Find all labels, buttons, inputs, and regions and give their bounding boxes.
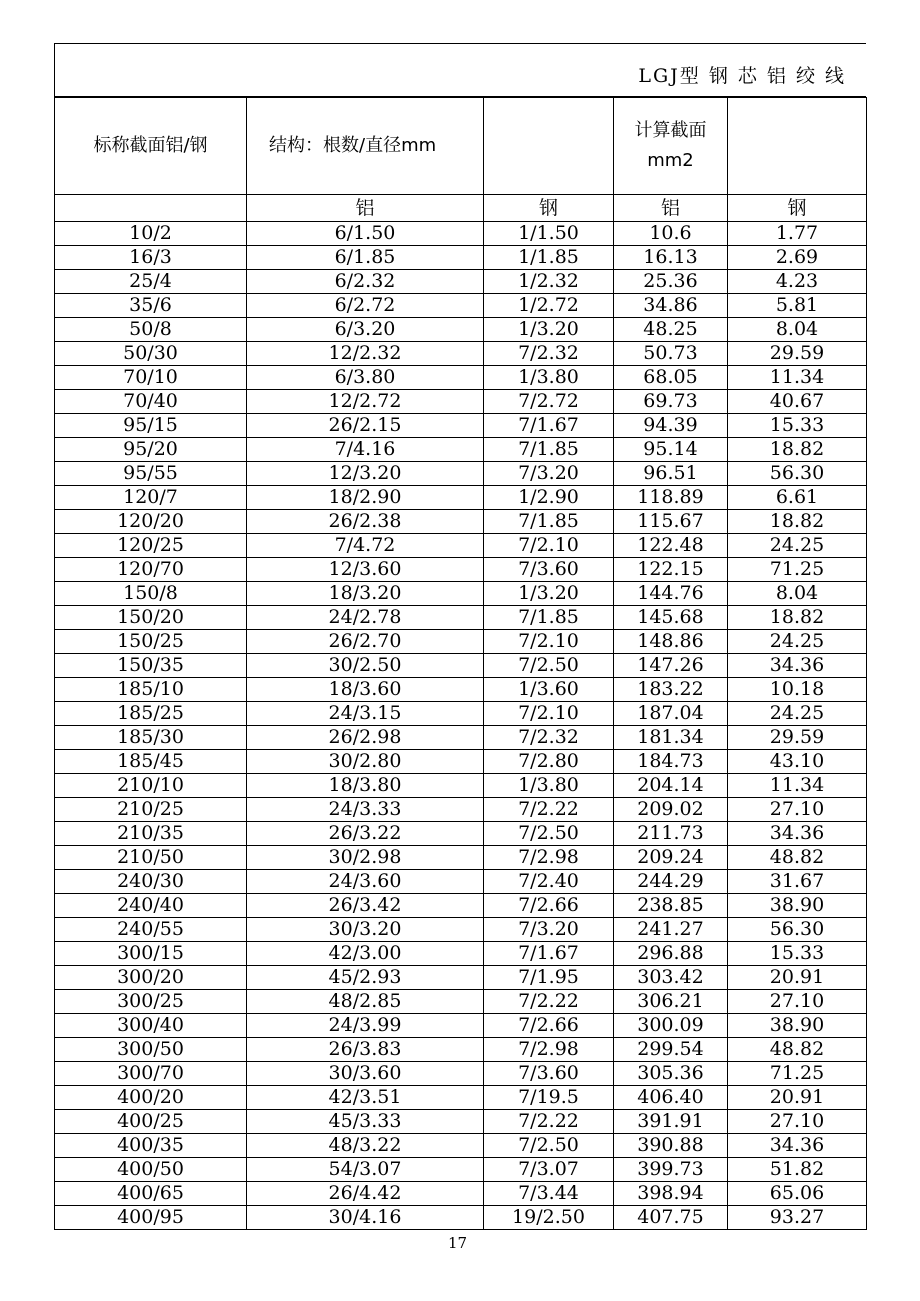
cell-al-structure: 6/3.20 xyxy=(247,318,484,342)
cell-st-area: 18.82 xyxy=(728,606,867,630)
cell-nominal: 150/20 xyxy=(55,606,247,630)
cell-nominal: 400/65 xyxy=(55,1182,247,1206)
table-row xyxy=(55,222,867,246)
sheet-title: LGJ型 钢 芯 铝 绞 线 xyxy=(638,65,846,87)
cell-st-area: 18.82 xyxy=(728,510,867,534)
table-row xyxy=(55,390,867,414)
cell-nominal: 400/25 xyxy=(55,1110,247,1134)
cell-st-area: 24.25 xyxy=(728,702,867,726)
subheader-al-area: 铝 xyxy=(614,195,728,222)
cell-st-area: 93.27 xyxy=(728,1206,867,1230)
cell-st-structure: 7/2.66 xyxy=(484,1014,614,1038)
cell-st-area: 11.34 xyxy=(728,774,867,798)
cell-st-area: 40.67 xyxy=(728,390,867,414)
cell-al-structure: 26/3.22 xyxy=(247,822,484,846)
table-row xyxy=(55,366,867,390)
cell-al-structure: 6/1.50 xyxy=(247,222,484,246)
cell-nominal: 120/25 xyxy=(55,534,247,558)
cell-nominal: 95/55 xyxy=(55,462,247,486)
cell-st-structure: 1/2.32 xyxy=(484,270,614,294)
cell-nominal: 95/20 xyxy=(55,438,247,462)
cell-st-area: 6.61 xyxy=(728,486,867,510)
cell-al-area: 122.15 xyxy=(614,558,728,582)
cell-al-structure: 30/2.80 xyxy=(247,750,484,774)
cell-nominal: 300/70 xyxy=(55,1062,247,1086)
cell-nominal: 120/70 xyxy=(55,558,247,582)
cell-nominal: 300/20 xyxy=(55,966,247,990)
cell-nominal: 70/10 xyxy=(55,366,247,390)
cell-al-structure: 18/2.90 xyxy=(247,486,484,510)
cell-al-area: 238.85 xyxy=(614,894,728,918)
subheader-al-struct: 铝 xyxy=(247,195,484,222)
cell-nominal: 50/8 xyxy=(55,318,247,342)
cell-nominal: 120/7 xyxy=(55,486,247,510)
cell-nominal: 300/15 xyxy=(55,942,247,966)
cell-st-structure: 7/1.67 xyxy=(484,942,614,966)
cell-nominal: 16/3 xyxy=(55,246,247,270)
cell-nominal: 400/20 xyxy=(55,1086,247,1110)
cell-al-structure: 26/2.15 xyxy=(247,414,484,438)
table-row xyxy=(55,726,867,750)
header-row xyxy=(55,98,867,195)
header-calc-section xyxy=(614,98,728,195)
cell-nominal: 185/25 xyxy=(55,702,247,726)
cell-al-area: 209.02 xyxy=(614,798,728,822)
table-row xyxy=(55,966,867,990)
cell-st-structure: 7/2.66 xyxy=(484,894,614,918)
conductor-table xyxy=(54,97,867,1230)
cell-st-area: 15.33 xyxy=(728,942,867,966)
cell-al-structure: 12/2.72 xyxy=(247,390,484,414)
cell-al-area: 407.75 xyxy=(614,1206,728,1230)
cell-al-area: 118.89 xyxy=(614,486,728,510)
cell-st-area: 51.82 xyxy=(728,1158,867,1182)
subheader-blank xyxy=(55,195,247,222)
cell-st-area: 20.91 xyxy=(728,966,867,990)
cell-al-area: 305.36 xyxy=(614,1062,728,1086)
cell-nominal: 210/35 xyxy=(55,822,247,846)
cell-al-area: 50.73 xyxy=(614,342,728,366)
subheader-st-area: 钢 xyxy=(728,195,867,222)
cell-al-structure: 12/3.20 xyxy=(247,462,484,486)
table-row xyxy=(55,654,867,678)
table-row xyxy=(55,1158,867,1182)
table-row xyxy=(55,606,867,630)
subheader-row xyxy=(55,195,867,222)
cell-al-structure: 30/2.50 xyxy=(247,654,484,678)
cell-al-area: 181.34 xyxy=(614,726,728,750)
cell-al-structure: 24/2.78 xyxy=(247,606,484,630)
cell-st-area: 71.25 xyxy=(728,1062,867,1086)
cell-st-area: 65.06 xyxy=(728,1182,867,1206)
cell-st-area: 71.25 xyxy=(728,558,867,582)
cell-al-structure: 6/2.32 xyxy=(247,270,484,294)
cell-al-structure: 26/4.42 xyxy=(247,1182,484,1206)
cell-al-area: 34.86 xyxy=(614,294,728,318)
cell-al-area: 145.68 xyxy=(614,606,728,630)
cell-nominal: 400/35 xyxy=(55,1134,247,1158)
table-row xyxy=(55,1110,867,1134)
cell-st-area: 34.36 xyxy=(728,1134,867,1158)
cell-st-area: 18.82 xyxy=(728,438,867,462)
cell-nominal: 150/8 xyxy=(55,582,247,606)
cell-nominal: 95/15 xyxy=(55,414,247,438)
cell-st-structure: 7/3.60 xyxy=(484,558,614,582)
title-row xyxy=(54,43,866,97)
table-row xyxy=(55,1038,867,1062)
cell-st-structure: 7/1.85 xyxy=(484,606,614,630)
cell-st-structure: 7/2.32 xyxy=(484,342,614,366)
cell-al-area: 95.14 xyxy=(614,438,728,462)
header-blank-2 xyxy=(728,98,867,195)
cell-st-structure: 1/3.20 xyxy=(484,318,614,342)
cell-st-structure: 7/2.50 xyxy=(484,654,614,678)
table-row xyxy=(55,1062,867,1086)
cell-al-area: 183.22 xyxy=(614,678,728,702)
cell-nominal: 10/2 xyxy=(55,222,247,246)
cell-st-structure: 1/3.60 xyxy=(484,678,614,702)
table-row xyxy=(55,462,867,486)
cell-al-structure: 7/4.16 xyxy=(247,438,484,462)
cell-st-structure: 7/3.20 xyxy=(484,918,614,942)
cell-st-area: 31.67 xyxy=(728,870,867,894)
table-row xyxy=(55,918,867,942)
cell-al-structure: 18/3.60 xyxy=(247,678,484,702)
cell-al-area: 391.91 xyxy=(614,1110,728,1134)
cell-al-structure: 12/3.60 xyxy=(247,558,484,582)
cell-al-area: 296.88 xyxy=(614,942,728,966)
table-row xyxy=(55,294,867,318)
cell-al-area: 25.36 xyxy=(614,270,728,294)
cell-nominal: 210/25 xyxy=(55,798,247,822)
cell-al-area: 69.73 xyxy=(614,390,728,414)
cell-al-structure: 42/3.51 xyxy=(247,1086,484,1110)
cell-al-structure: 26/2.70 xyxy=(247,630,484,654)
header-calc-unit: mm2 xyxy=(647,150,694,171)
cell-al-area: 399.73 xyxy=(614,1158,728,1182)
cell-st-structure: 1/2.90 xyxy=(484,486,614,510)
cell-st-structure: 7/3.20 xyxy=(484,462,614,486)
cell-al-structure: 48/3.22 xyxy=(247,1134,484,1158)
cell-st-structure: 7/2.22 xyxy=(484,1110,614,1134)
table-row xyxy=(55,990,867,1014)
cell-st-area: 56.30 xyxy=(728,918,867,942)
cell-st-area: 56.30 xyxy=(728,462,867,486)
cell-st-area: 24.25 xyxy=(728,630,867,654)
cell-st-structure: 7/3.44 xyxy=(484,1182,614,1206)
cell-al-area: 300.09 xyxy=(614,1014,728,1038)
cell-st-structure: 7/2.72 xyxy=(484,390,614,414)
cell-st-area: 48.82 xyxy=(728,1038,867,1062)
cell-st-structure: 7/19.5 xyxy=(484,1086,614,1110)
cell-al-structure: 6/2.72 xyxy=(247,294,484,318)
cell-st-structure: 7/2.80 xyxy=(484,750,614,774)
cell-st-area: 8.04 xyxy=(728,582,867,606)
cell-st-structure: 7/2.98 xyxy=(484,846,614,870)
cell-al-area: 122.48 xyxy=(614,534,728,558)
cell-st-area: 20.91 xyxy=(728,1086,867,1110)
table-row xyxy=(55,846,867,870)
cell-nominal: 150/25 xyxy=(55,630,247,654)
cell-st-structure: 1/1.85 xyxy=(484,246,614,270)
cell-nominal: 185/30 xyxy=(55,726,247,750)
cell-al-structure: 18/3.80 xyxy=(247,774,484,798)
cell-st-structure: 7/1.67 xyxy=(484,414,614,438)
cell-st-structure: 7/2.50 xyxy=(484,1134,614,1158)
cell-nominal: 300/40 xyxy=(55,1014,247,1038)
table-row xyxy=(55,414,867,438)
table-row xyxy=(55,822,867,846)
cell-al-area: 16.13 xyxy=(614,246,728,270)
cell-st-structure: 19/2.50 xyxy=(484,1206,614,1230)
cell-st-area: 11.34 xyxy=(728,366,867,390)
header-nominal-section: 标称截面铝/钢 xyxy=(55,98,247,195)
cell-st-structure: 1/3.80 xyxy=(484,774,614,798)
cell-al-structure: 26/2.38 xyxy=(247,510,484,534)
cell-al-area: 48.25 xyxy=(614,318,728,342)
table-row xyxy=(55,798,867,822)
cell-al-structure: 30/4.16 xyxy=(247,1206,484,1230)
cell-st-area: 29.59 xyxy=(728,342,867,366)
cell-st-structure: 7/1.85 xyxy=(484,510,614,534)
cell-al-structure: 48/2.85 xyxy=(247,990,484,1014)
cell-st-structure: 7/2.10 xyxy=(484,534,614,558)
cell-al-area: 115.67 xyxy=(614,510,728,534)
cell-nominal: 240/55 xyxy=(55,918,247,942)
header-calc-line1: 计算截面 xyxy=(634,120,707,141)
cell-al-structure: 24/3.33 xyxy=(247,798,484,822)
cell-st-structure: 7/2.10 xyxy=(484,702,614,726)
cell-nominal: 240/30 xyxy=(55,870,247,894)
cell-st-structure: 7/3.60 xyxy=(484,1062,614,1086)
table-row xyxy=(55,1014,867,1038)
cell-st-structure: 1/1.50 xyxy=(484,222,614,246)
cell-nominal: 150/35 xyxy=(55,654,247,678)
header-structure: 结构：根数/直径mm xyxy=(247,98,484,195)
spreadsheet xyxy=(54,43,866,1230)
cell-st-structure: 1/2.72 xyxy=(484,294,614,318)
cell-st-area: 4.23 xyxy=(728,270,867,294)
cell-al-area: 96.51 xyxy=(614,462,728,486)
cell-al-area: 68.05 xyxy=(614,366,728,390)
cell-st-structure: 7/3.07 xyxy=(484,1158,614,1182)
cell-al-area: 398.94 xyxy=(614,1182,728,1206)
cell-st-area: 34.36 xyxy=(728,822,867,846)
cell-nominal: 300/50 xyxy=(55,1038,247,1062)
cell-al-structure: 24/3.60 xyxy=(247,870,484,894)
cell-st-area: 34.36 xyxy=(728,654,867,678)
page-number: 17 xyxy=(448,1234,468,1252)
cell-st-area: 24.25 xyxy=(728,534,867,558)
cell-al-structure: 18/3.20 xyxy=(247,582,484,606)
cell-nominal: 25/4 xyxy=(55,270,247,294)
table-row xyxy=(55,270,867,294)
cell-al-area: 204.14 xyxy=(614,774,728,798)
table-row xyxy=(55,342,867,366)
cell-al-structure: 24/3.15 xyxy=(247,702,484,726)
cell-st-area: 29.59 xyxy=(728,726,867,750)
cell-al-structure: 30/3.60 xyxy=(247,1062,484,1086)
cell-al-structure: 12/2.32 xyxy=(247,342,484,366)
cell-al-area: 10.6 xyxy=(614,222,728,246)
table-row xyxy=(55,894,867,918)
table-row xyxy=(55,510,867,534)
cell-al-area: 94.39 xyxy=(614,414,728,438)
cell-al-area: 241.27 xyxy=(614,918,728,942)
cell-al-structure: 42/3.00 xyxy=(247,942,484,966)
cell-nominal: 50/30 xyxy=(55,342,247,366)
table-row xyxy=(55,534,867,558)
table-row xyxy=(55,774,867,798)
cell-st-structure: 7/2.40 xyxy=(484,870,614,894)
cell-st-area: 38.90 xyxy=(728,1014,867,1038)
table-row xyxy=(55,246,867,270)
cell-st-structure: 7/2.98 xyxy=(484,1038,614,1062)
cell-st-structure: 7/2.22 xyxy=(484,990,614,1014)
cell-st-structure: 7/2.10 xyxy=(484,630,614,654)
cell-st-area: 27.10 xyxy=(728,1110,867,1134)
table-row xyxy=(55,630,867,654)
table-row xyxy=(55,1206,867,1230)
table-row xyxy=(55,582,867,606)
table-row xyxy=(55,438,867,462)
subheader-st-struct: 钢 xyxy=(484,195,614,222)
cell-st-structure: 1/3.20 xyxy=(484,582,614,606)
cell-al-area: 184.73 xyxy=(614,750,728,774)
table-row xyxy=(55,750,867,774)
cell-st-area: 43.10 xyxy=(728,750,867,774)
cell-nominal: 35/6 xyxy=(55,294,247,318)
cell-st-area: 1.77 xyxy=(728,222,867,246)
cell-st-area: 8.04 xyxy=(728,318,867,342)
cell-st-area: 27.10 xyxy=(728,798,867,822)
cell-nominal: 185/10 xyxy=(55,678,247,702)
cell-al-structure: 24/3.99 xyxy=(247,1014,484,1038)
table-row xyxy=(55,870,867,894)
cell-al-area: 390.88 xyxy=(614,1134,728,1158)
cell-al-structure: 26/3.83 xyxy=(247,1038,484,1062)
cell-al-area: 211.73 xyxy=(614,822,728,846)
cell-nominal: 70/40 xyxy=(55,390,247,414)
cell-st-area: 10.18 xyxy=(728,678,867,702)
cell-st-structure: 7/2.22 xyxy=(484,798,614,822)
cell-al-area: 209.24 xyxy=(614,846,728,870)
table-row xyxy=(55,486,867,510)
cell-st-area: 48.82 xyxy=(728,846,867,870)
cell-al-area: 187.04 xyxy=(614,702,728,726)
header-blank xyxy=(484,98,614,195)
cell-nominal: 300/25 xyxy=(55,990,247,1014)
cell-nominal: 400/95 xyxy=(55,1206,247,1230)
cell-nominal: 120/20 xyxy=(55,510,247,534)
table-row xyxy=(55,678,867,702)
cell-al-structure: 45/3.33 xyxy=(247,1110,484,1134)
table-row xyxy=(55,318,867,342)
cell-st-structure: 7/1.85 xyxy=(484,438,614,462)
table-row xyxy=(55,702,867,726)
cell-al-area: 303.42 xyxy=(614,966,728,990)
cell-al-structure: 7/4.72 xyxy=(247,534,484,558)
cell-st-structure: 1/3.80 xyxy=(484,366,614,390)
table-row xyxy=(55,1182,867,1206)
cell-al-structure: 45/2.93 xyxy=(247,966,484,990)
cell-st-area: 2.69 xyxy=(728,246,867,270)
cell-nominal: 240/40 xyxy=(55,894,247,918)
table-row xyxy=(55,558,867,582)
cell-al-structure: 26/2.98 xyxy=(247,726,484,750)
cell-al-structure: 30/2.98 xyxy=(247,846,484,870)
cell-al-structure: 30/3.20 xyxy=(247,918,484,942)
cell-al-structure: 54/3.07 xyxy=(247,1158,484,1182)
cell-st-structure: 7/1.95 xyxy=(484,966,614,990)
cell-nominal: 185/45 xyxy=(55,750,247,774)
cell-st-area: 5.81 xyxy=(728,294,867,318)
cell-al-structure: 6/3.80 xyxy=(247,366,484,390)
cell-al-area: 147.26 xyxy=(614,654,728,678)
cell-st-area: 38.90 xyxy=(728,894,867,918)
cell-nominal: 210/50 xyxy=(55,846,247,870)
cell-al-area: 299.54 xyxy=(614,1038,728,1062)
cell-st-structure: 7/2.32 xyxy=(484,726,614,750)
table-row xyxy=(55,1134,867,1158)
cell-al-area: 244.29 xyxy=(614,870,728,894)
cell-al-structure: 26/3.42 xyxy=(247,894,484,918)
cell-al-structure: 6/1.85 xyxy=(247,246,484,270)
cell-st-structure: 7/2.50 xyxy=(484,822,614,846)
cell-al-area: 406.40 xyxy=(614,1086,728,1110)
cell-al-area: 144.76 xyxy=(614,582,728,606)
cell-st-area: 27.10 xyxy=(728,990,867,1014)
cell-nominal: 210/10 xyxy=(55,774,247,798)
cell-al-area: 306.21 xyxy=(614,990,728,1014)
cell-al-area: 148.86 xyxy=(614,630,728,654)
cell-nominal: 400/50 xyxy=(55,1158,247,1182)
table-row xyxy=(55,942,867,966)
table-row xyxy=(55,1086,867,1110)
cell-st-area: 15.33 xyxy=(728,414,867,438)
